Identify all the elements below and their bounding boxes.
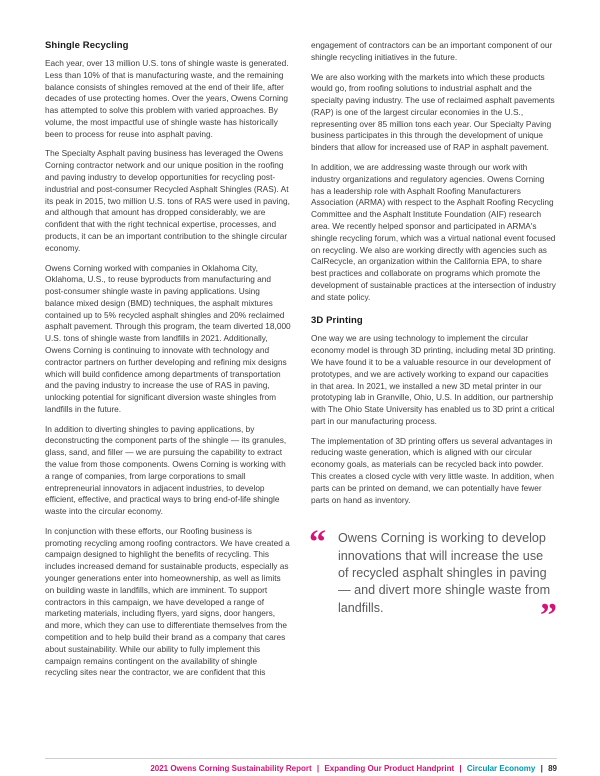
paragraph: In conjunction with these efforts, our Roofing business is promoting recycling among roofing contractors. We have created a campaign designed to highlight the benefits of recycling. This includes increased demand for sustainable products, especially as younger generations enter into homeownership, as well as limits on building waste in landfills, which are imminent. To support contractors in this campaign, we have developed a range of marketing materials, including flyers, yard signs, door hangers, and more, which they can use to differentiate themselves from the competition and to help build their brand as a company that cares about sustainability. While our ability to fully implement this campaign remains contingent on the availability of shingle recycling sites near the contractor, we are confident that this bbox=[45, 525, 290, 678]
paragraph: In addition to diverting shingles to paving applications, by deconstructing the component parts of the shingle — its granules, glass, sand, and filler — we are pursuing the capability to extract the value from those components. Owens Corning is working with a range of companies, from large corporations to small entrepreneurial innovators in adjacent industries, to develop efficient, effective, and practical ways to bring end-of-life shingle waste into the circular economy. bbox=[45, 423, 287, 517]
section-heading-3d-printing: 3D Printing bbox=[311, 315, 363, 327]
paragraph: Owens Corning worked with companies in Oklahoma City, Oklahoma, U.S., to reuse byproducts from manufacturing and post-consumer shingle waste in paving applications. Using balance mixed design (BMD) techniques, the asphalt mixtures contained up to 5% recycled asphalt shingles and 20% reclaimed asphalt pavement. Through this program, the team diverted 18,000 U.S. tons of shingle waste from landfills in 2021. Additionally, Owens Corning is continuing to innovate with technology and contractor partners on further developing and refining mix designs which will build confidence among departments of transportation and the paving industry to increase the use of RAS in paving, unlocking potential for significant diversion waste shingles from landfills in the future. bbox=[45, 262, 291, 414]
close-quote-icon: ” bbox=[540, 597, 557, 635]
pull-quote-text: Owens Corning is working to develop innovations that will increase the use of recycled asphalt shingles in paving — and divert more shingle waste from landfills. bbox=[338, 531, 551, 615]
paragraph: In addition, we are addressing waste through our work with industry organizations and regulatory agencies. Owens Corning has a leadership role with Asphalt Roofing Manufacturers Association (ARMA) with respect to the Asphalt Roofing Recycling Committee and the Asphalt Institute Foundation (AIF) research area. We recently helped sponsor and participated in ARMA's shingle recycling forum, which was a virtual national event focused on recycling. We also are working directly with agencies such as CalRecycle, an organization within the California EPA, to share best practices and collaborate on programs which promote the development of sustainable practices at the intersection of industry and state policy. bbox=[311, 162, 556, 302]
left-column bbox=[45, 40, 291, 687]
right-column bbox=[309, 40, 557, 635]
paragraph: Each year, over 13 million U.S. tons of shingle waste is generated. Less than 10% of that is manufacturing waste, and the remaining balance consists of shingles removed at the end of their life, after decades of use protecting homes. Over the years, Owens Corning has attempted to solve this problem with varied approaches. By volume, the most impactful use of shingle waste has historically been to process for reuse into asphalt paving. bbox=[45, 58, 289, 139]
paragraph: engagement of contractors can be an important component of our shingle recycling initiatives in the future. bbox=[311, 40, 553, 62]
paragraph: We are also working with the markets into which these products would go, from roofing solutions to industrial asphalt and the specialty paving industry. The use of reclaimed asphalt pavements (RAP) is one of the largest circular economies in the U.S., representing over 85 million tons each year. Our Specialty Paving business participates in this through the development of unique binders that allow for increased use of RAP in asphalt pavement. bbox=[311, 71, 555, 153]
paragraph: The implementation of 3D printing offers us several advantages in reducing waste generation, which is aligned with our circular economy goals, as materials can be recycled back into powder. This creates a closed cycle with very little waste. In addition, when parts can be printed on demand, we can potentially have fewer parts on hand as inventory. bbox=[311, 435, 555, 505]
footer-divider: | bbox=[316, 764, 320, 773]
page-footer bbox=[45, 758, 557, 773]
paragraph: One way we are using technology to implement the circular economy model is through 3D printing, including metal 3D printing. We have found it to be a valuable resource in our development of prototypes, and we are actively working to expand our capacities in that area. In 2021, we installed a new 3D metal printer in our prototyping lab in Granville, Ohio, U.S. In addition, our partnership with The Ohio State University has enabled us to 3D print a critical part in our manufacturing process. bbox=[311, 333, 556, 426]
pull-quote bbox=[309, 524, 557, 635]
footer-divider: | bbox=[540, 764, 543, 773]
paragraph: The Specialty Asphalt paving business has leveraged the Owens Corning contractor network and our unique position in the roofing and paving industry to develop opportunities for recycling post-industrial and post-consumer Recycled Asphalt Shingles (RAS). At its peak in 2015, two million U.S. tons of RAS were used in paving, and although that amount has dropped considerably, we are confident that with the right technical expertise, processes, and products, it can be an important contribution to the shingle circular economy. bbox=[45, 148, 290, 253]
footer-page-number: 89 bbox=[548, 764, 557, 773]
two-column-layout bbox=[45, 40, 557, 687]
open-quote-icon: “ bbox=[309, 524, 326, 562]
footer-report-title: 2021 Owens Corning Sustainability Report bbox=[150, 764, 312, 773]
section-heading-shingle-recycling: Shingle Recycling bbox=[45, 40, 129, 51]
footer-section: Expanding Our Product Handprint bbox=[324, 764, 455, 773]
footer-divider: | bbox=[459, 764, 462, 773]
footer-subsection: Circular Economy bbox=[466, 764, 536, 773]
